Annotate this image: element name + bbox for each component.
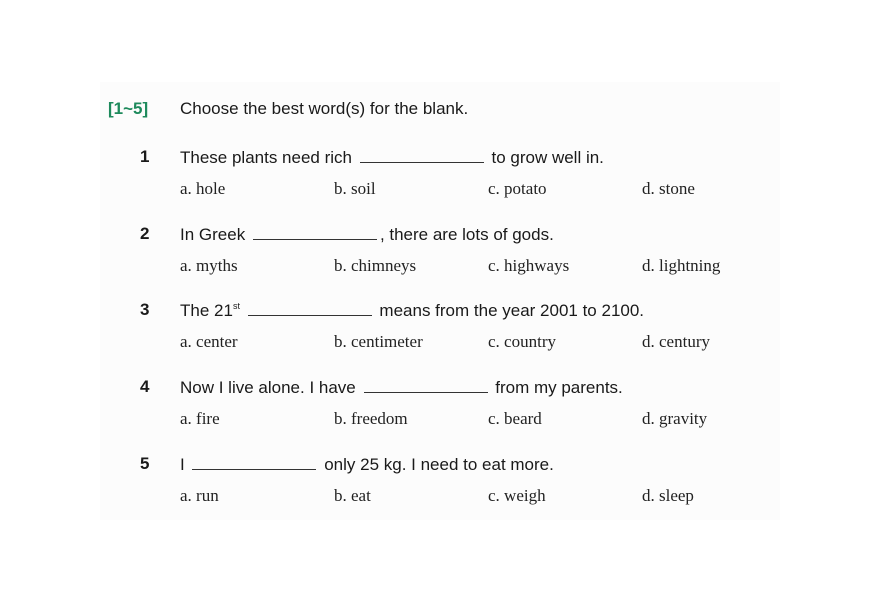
question-sentence xyxy=(180,377,623,398)
choice-b[interactable]: b. chimneys xyxy=(334,256,417,275)
sentence-after-blank: only 25 kg. I need to eat more. xyxy=(324,455,554,474)
choice-d[interactable]: d. century xyxy=(642,332,710,351)
answer-blank xyxy=(253,224,377,240)
question-number: 4 xyxy=(140,377,150,396)
choice-a[interactable]: a. myths xyxy=(180,256,238,275)
answer-blank xyxy=(364,377,488,393)
sentence-before-blank: In Greek xyxy=(180,225,246,244)
choice-a[interactable]: a. hole xyxy=(180,179,226,198)
answer-blank xyxy=(248,300,372,316)
question-range-tag: [1~5] xyxy=(108,99,149,118)
choice-b[interactable]: b. eat xyxy=(334,486,371,505)
answer-choices xyxy=(180,409,780,431)
question-2 xyxy=(140,224,780,284)
question-number: 1 xyxy=(140,147,150,166)
choice-c[interactable]: c. beard xyxy=(488,409,542,428)
choice-a[interactable]: a. fire xyxy=(180,409,220,428)
sentence-before-blank: The 21 xyxy=(180,301,233,320)
choice-d[interactable]: d. stone xyxy=(642,179,695,198)
choice-b[interactable]: b. freedom xyxy=(334,409,408,428)
sentence-before-blank: Now I live alone. I have xyxy=(180,378,356,397)
choice-a[interactable]: a. run xyxy=(180,486,219,505)
question-3 xyxy=(140,300,780,360)
answer-choices xyxy=(180,332,780,354)
question-4 xyxy=(140,377,780,437)
choice-d[interactable]: d. gravity xyxy=(642,409,708,428)
sentence-after-blank: from my parents. xyxy=(495,378,623,397)
sentence-after-blank: means from the year 2001 to 2100. xyxy=(379,301,645,320)
choice-d[interactable]: d. lightning xyxy=(642,256,721,275)
choice-c[interactable]: c. potato xyxy=(488,179,547,198)
choice-c[interactable]: c. weigh xyxy=(488,486,546,505)
answer-choices xyxy=(180,256,780,278)
instruction-text: Choose the best word(s) for the blank. xyxy=(180,99,469,118)
instruction-heading xyxy=(108,99,468,121)
question-number: 2 xyxy=(140,224,150,243)
sentence-after-blank: to grow well in. xyxy=(491,148,604,167)
choice-c[interactable]: c. highways xyxy=(488,256,570,275)
question-number: 5 xyxy=(140,454,150,473)
answer-choices xyxy=(180,179,780,201)
question-sentence xyxy=(180,454,554,475)
ordinal-suffix: st xyxy=(232,301,240,311)
sentence-before-blank: I xyxy=(180,455,185,474)
choice-b[interactable]: b. soil xyxy=(334,179,376,198)
question-sentence xyxy=(180,147,604,168)
choice-b[interactable]: b. centimeter xyxy=(334,332,423,351)
question-5 xyxy=(140,454,780,514)
sentence-after-blank: , there are lots of gods. xyxy=(379,225,554,244)
question-sentence xyxy=(180,300,644,321)
question-1 xyxy=(140,147,780,207)
question-sentence xyxy=(180,224,554,245)
choice-d[interactable]: d. sleep xyxy=(642,486,694,505)
sentence-before-blank: These plants need rich xyxy=(180,148,352,167)
answer-blank xyxy=(360,147,484,163)
choice-c[interactable]: c. country xyxy=(488,332,556,351)
question-number: 3 xyxy=(140,300,150,319)
answer-blank xyxy=(192,454,316,470)
answer-choices xyxy=(180,486,780,508)
choice-a[interactable]: a. center xyxy=(180,332,238,351)
